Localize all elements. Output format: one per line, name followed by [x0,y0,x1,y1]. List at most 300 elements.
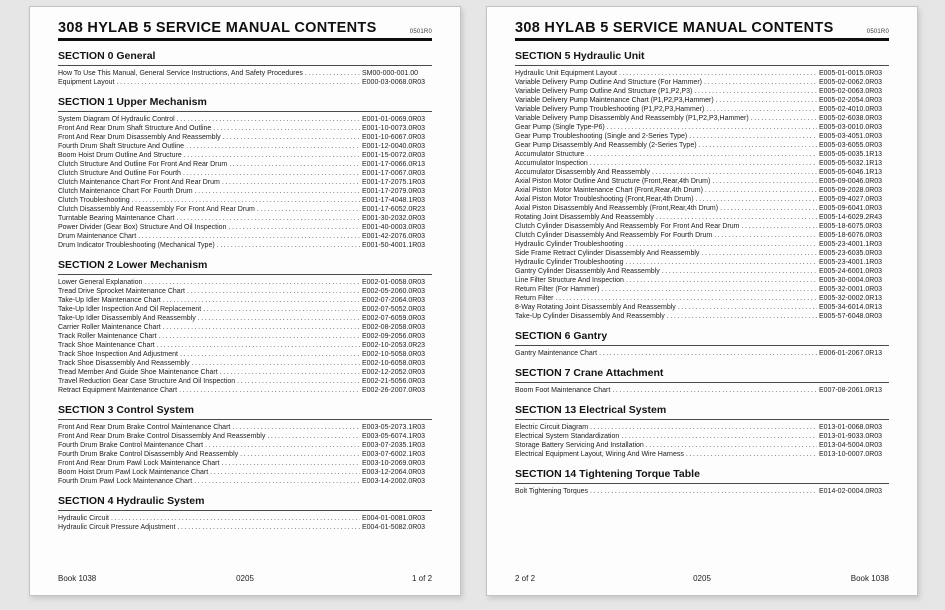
section-title: SECTION 0 General [58,50,432,66]
toc-row [515,267,889,276]
toc-row [515,78,889,87]
toc-row [58,232,432,241]
toc-row [58,78,432,87]
toc-entry-label: Clutch Structure And Outline For Front And Rear Drum [58,161,228,168]
section-entries [515,69,889,321]
dot-leader [694,87,817,96]
toc-entry-label: Gear Pump (Single Type-P6) [515,124,605,131]
toc-entry-label: Travel Reduction Gear Case Structure And Oil Inspection [58,378,236,385]
toc-row [58,514,432,523]
dot-leader [176,214,360,223]
page-content [515,50,889,496]
dot-leader [257,205,360,214]
dot-leader [590,159,817,168]
toc-entry-code: E005-09-6041.0R03 [819,205,883,212]
toc-entry-code: E000-03-0068.0R03 [362,79,426,86]
toc-entry-label: Accumulator Inspection [515,160,588,167]
toc-section [58,96,432,250]
toc-entry-label: Clutch Disassembly And Reassembly For Front And Rear Drum [58,206,255,213]
toc-row [515,258,889,267]
toc-entry-code: E001-50-4001.1R03 [362,242,426,249]
toc-entry-label: Clutch Structure And Outline For Fourth [58,170,181,177]
toc-section [58,50,432,87]
dot-leader [220,368,360,377]
toc-entry-code: E002-01-0058.0R03 [362,279,426,286]
toc-section [515,330,889,358]
toc-row [58,350,432,359]
dot-leader [163,323,360,332]
page-content [58,50,432,532]
toc-row [58,441,432,450]
section-entries [58,115,432,250]
toc-entry-code: E005-57-6048.0R03 [819,313,883,320]
section-title: SECTION 1 Upper Mechanism [58,96,432,112]
dot-leader [751,114,817,123]
dot-leader [228,223,360,232]
toc-row [58,459,432,468]
toc-entry-code: E005-14-6029.2R43 [819,214,883,221]
dot-leader [159,332,360,341]
dot-leader [619,69,817,78]
toc-entry-label: Hydraulic Circuit [58,515,109,522]
toc-row [58,296,432,305]
dot-leader [699,141,817,150]
dot-leader [184,151,360,160]
footer-left: 2 of 2 [515,574,536,583]
toc-row [58,287,432,296]
dot-leader [213,124,360,133]
dot-leader [586,150,817,159]
dot-leader [229,160,360,169]
dot-leader [116,78,360,87]
toc-row [515,276,889,285]
toc-entry-code: E005-02-0063.0R03 [819,88,883,95]
toc-section [515,50,889,321]
toc-row [515,132,889,141]
dot-leader [678,303,817,312]
dot-leader [267,432,360,441]
toc-entry-code: E002-07-5052.0R03 [362,306,426,313]
toc-entry-label: Hydraulic Circuit Pressure Adjustment [58,524,176,531]
toc-entry-label: Boom Hoist Drum Pawl Lock Maintenance Chart [58,469,209,476]
toc-entry-label: Track Roller Maintenance Chart [58,333,157,340]
dot-leader [667,312,817,321]
page-header [515,20,889,41]
toc-entry-code: E003-10-2069.0R03 [362,460,426,467]
toc-entry-label: Track Shoe Disassembly And Reassembly [58,360,190,367]
toc-entry-code: E002-05-2060.0R03 [362,288,426,295]
toc-entry-label: Front And Rear Drum Pawl Lock Maintenance Chart [58,460,220,467]
toc-row [515,105,889,114]
section-title: SECTION 13 Electrical System [515,404,889,420]
toc-entry-label: Clutch Troubleshooting [58,197,130,204]
toc-entry-code: E005-18-6076.0R03 [819,232,883,239]
toc-row [58,133,432,142]
toc-entry-label: Line Filter Structure And Inspection [515,277,624,284]
section-entries [515,423,889,459]
section-entries [515,386,889,395]
toc-entry-label: Take-Up Idler Maintenance Chart [58,297,161,304]
dot-leader [232,423,360,432]
toc-entry-label: Electrical Equipment Layout, Wiring And Wire Harness [515,451,684,458]
footer-center: 0205 [236,574,254,583]
toc-row [58,187,432,196]
dot-leader [556,294,817,303]
dot-leader [705,186,817,195]
toc-row [58,323,432,332]
toc-entry-label: Rotating Joint Disassembly And Reassembly [515,214,654,221]
toc-entry-code: E005-03-0010.0R03 [819,124,883,131]
toc-entry-code: E013-01-9033.0R03 [819,433,883,440]
toc-entry-code: E006-01-2067.0R13 [819,350,883,357]
dot-leader [183,169,360,178]
toc-row [58,205,432,214]
toc-entry-code: E013-04-5004.0R03 [819,442,883,449]
toc-row [515,294,889,303]
toc-entry-code: E004-01-5082.0R03 [362,524,426,531]
dot-leader [203,305,360,314]
page-title: 308 HYLAB 5 SERVICE MANUAL CONTENTS [58,20,377,36]
dot-leader [720,204,817,213]
dot-leader [656,213,817,222]
toc-row [58,241,432,250]
toc-row [58,142,432,151]
toc-entry-code: E005-05-0035.1R13 [819,151,883,158]
page-footer [58,574,432,583]
toc-section [515,468,889,496]
dot-leader [305,69,360,78]
toc-entry-label: Drum Indicator Troubleshooting (Mechanical Type) [58,242,215,249]
toc-entry-code: E005-23-4001.1R03 [819,241,883,248]
toc-section [515,367,889,395]
toc-entry-code: E003-07-6002.1R03 [362,451,426,458]
toc-row [515,432,889,441]
toc-row [58,169,432,178]
toc-entry-code: E005-23-6035.0R03 [819,250,883,257]
toc-row [515,150,889,159]
toc-entry-code: E003-12-2064.0R03 [362,469,426,476]
toc-entry-code: E002-10-5058.0R03 [362,351,426,358]
toc-entry-code: E001-10-0073.0R03 [362,125,426,132]
toc-row [58,278,432,287]
toc-entry-label: Boom Hoist Drum Outline And Structure [58,152,182,159]
toc-row [58,523,432,532]
toc-row [515,114,889,123]
dot-leader [689,132,817,141]
toc-entry-label: Hydraulic Cylinder Troubleshooting [515,259,624,266]
toc-entry-code: E002-08-2058.0R03 [362,324,426,331]
toc-row [58,115,432,124]
dot-leader [205,441,360,450]
toc-row [515,386,889,395]
toc-row [58,368,432,377]
toc-entry-label: Electric Circuit Diagram [515,424,589,431]
toc-row [515,441,889,450]
toc-entry-code: E002-07-2064.0R03 [362,297,426,304]
toc-row [58,341,432,350]
page-footer [515,574,889,583]
toc-entry-label: Fourth Drum Pawl Lock Maintenance Chart [58,478,193,485]
toc-row [515,195,889,204]
toc-entry-code: E005-18-6075.0R03 [819,223,883,230]
toc-entry-code: E002-10-2053.0R23 [362,342,426,349]
toc-row [515,87,889,96]
dot-leader [223,133,360,142]
toc-entry-code: E001-01-0069.0R03 [362,116,426,123]
toc-entry-label: Clutch Maintenance Chart For Fourth Drum [58,188,193,195]
toc-row [515,285,889,294]
dot-leader [646,441,817,450]
dot-leader [714,231,817,240]
toc-section [58,495,432,532]
dot-leader [590,423,817,432]
toc-entry-label: Take-Up Cylinder Disassembly And Reassembly [515,313,665,320]
toc-entry-label: Variable Delivery Pump Maintenance Chart (P1,P2,P3,Hammer) [515,97,714,104]
toc-entry-label: System Diagram Of Hydraulic Control [58,116,175,123]
toc-entry-code: E004-01-0081.0R03 [362,515,426,522]
dot-leader [198,314,360,323]
toc-entry-code: E005-09-4027.0R03 [819,196,883,203]
toc-entry-code: E005-02-2054.0R03 [819,97,883,104]
dot-leader [179,386,360,395]
toc-entry-label: Axial Piston Disassembly And Reassembly (Front,Rear,4th Drum) [515,205,719,212]
dot-leader [607,123,817,132]
toc-row [515,349,889,358]
toc-entry-code: E005-03-6055.0R03 [819,142,883,149]
toc-entry-code: E001-12-0040.0R03 [362,143,426,150]
dot-leader [177,115,360,124]
section-entries [515,349,889,358]
toc-row [58,359,432,368]
section-title: SECTION 6 Gantry [515,330,889,346]
section-entries [515,487,889,496]
toc-entry-code: E001-17-0067.0R03 [362,170,426,177]
section-title: SECTION 14 Tightening Torque Table [515,468,889,484]
dot-leader [626,240,817,249]
dot-leader [138,232,360,241]
toc-entry-label: Front And Rear Drum Brake Control Maintenance Chart [58,424,231,431]
toc-entry-label: Axial Piston Motor Outline And Structure (Front,Rear,4th Drum) [515,178,711,185]
toc-entry-label: Fourth Drum Brake Control Disassembly And Reassembly [58,451,239,458]
toc-row [58,124,432,133]
toc-entry-label: Gear Pump Troubleshooting (Single and 2-Series Type) [515,133,688,140]
toc-entry-label: Hydraulic Cylinder Troubleshooting [515,241,624,248]
toc-row [58,332,432,341]
toc-entry-label: Carrier Roller Maintenance Chart [58,324,161,331]
toc-section [515,404,889,459]
footer-center: 0205 [693,574,711,583]
toc-entry-label: Clutch Cylinder Disassembly And Reassembly For Front And Rear Drum [515,223,740,230]
toc-entry-label: Variable Delivery Pump Disassembly And Reassembly (P1,P2,P3,Hammer) [515,115,749,122]
dot-leader [712,177,817,186]
toc-entry-code: E005-02-4010.0R03 [819,106,883,113]
toc-entry-code: E003-05-6074.1R03 [362,433,426,440]
toc-row [515,96,889,105]
dot-leader [706,105,817,114]
toc-entry-label: Fourth Drum Brake Control Maintenance Chart [58,442,204,449]
section-entries [58,423,432,486]
toc-entry-code: E001-42-2076.0R03 [362,233,426,240]
dot-leader [240,450,360,459]
toc-entry-code: E005-02-0062.0R03 [819,79,883,86]
dot-leader [626,258,817,267]
toc-entry-label: Return Filter [515,295,554,302]
dot-leader [626,276,817,285]
toc-entry-label: Bolt Tightening Torques [515,488,589,495]
section-title: SECTION 3 Control System [58,404,432,420]
toc-entry-label: Gantry Cylinder Disassembly And Reassembly [515,268,660,275]
toc-entry-code: E005-05-6046.1R13 [819,169,883,176]
toc-row [58,196,432,205]
toc-entry-label: Front And Rear Drum Shaft Structure And Outline [58,125,212,132]
manual-page [486,6,918,596]
toc-entry-label: Retract Equipment Maintenance Chart [58,387,178,394]
toc-row [515,141,889,150]
toc-entry-label: Side Frame Retract Cylinder Disassembly And Reassembly [515,250,700,257]
toc-entry-label: Tread Member And Guide Shoe Maintenance Chart [58,369,218,376]
section-title: SECTION 4 Hydraulic System [58,495,432,511]
dot-leader [590,487,817,496]
toc-entry-code: E001-17-2079.0R03 [362,188,426,195]
toc-row [515,204,889,213]
toc-row [58,214,432,223]
toc-entry-label: Drum Maintenance Chart [58,233,137,240]
dot-leader [704,78,817,87]
dot-leader [186,142,360,151]
dot-leader [237,377,360,386]
toc-row [58,377,432,386]
toc-row [515,186,889,195]
toc-section [58,259,432,395]
toc-entry-code: E001-17-0066.0R13 [362,161,426,168]
toc-entry-code: E014-02-0004.0R03 [819,488,883,495]
toc-entry-label: Gantry Maintenance Chart [515,350,598,357]
toc-entry-label: Storage Battery Servicing And Installation [515,442,644,449]
toc-entry-code: E005-23-4001.1R03 [819,259,883,266]
toc-entry-code: E005-24-6001.0R03 [819,268,883,275]
toc-entry-label: Fourth Drum Shaft Structure And Outline [58,143,185,150]
dot-leader [157,341,360,350]
toc-entry-code: E001-40-0003.0R03 [362,224,426,231]
toc-entry-label: Track Shoe Inspection And Adjustment [58,351,178,358]
page-title: 308 HYLAB 5 SERVICE MANUAL CONTENTS [515,20,834,36]
toc-row [58,178,432,187]
toc-entry-code: E002-07-6059.0R03 [362,315,426,322]
toc-row [58,305,432,314]
dot-leader [195,187,360,196]
toc-entry-label: Gear Pump Disassembly And Reassembly (2-Series Type) [515,142,697,149]
dot-leader [621,432,817,441]
toc-row [515,231,889,240]
toc-entry-label: Electrical System Standardization [515,433,620,440]
section-title: SECTION 7 Crane Attachment [515,367,889,383]
dot-leader [111,514,360,523]
dot-leader [601,285,817,294]
toc-entry-code: E005-05-5032.1R13 [819,160,883,167]
toc-row [515,423,889,432]
toc-entry-code: E001-30-2032.0R03 [362,215,426,222]
toc-row [58,386,432,395]
toc-entry-code: E001-10-6067.0R03 [362,134,426,141]
toc-row [58,223,432,232]
toc-entry-code: E002-26-2007.0R03 [362,387,426,394]
toc-entry-code: E003-14-2002.0R03 [362,478,426,485]
toc-entry-code: E005-01-0015.0R03 [819,70,883,77]
toc-entry-label: Accumulator Structure [515,151,585,158]
toc-row [515,159,889,168]
toc-entry-code: E005-32-0002.0R13 [819,295,883,302]
section-title: SECTION 2 Lower Mechanism [58,259,432,275]
dot-leader [612,386,817,395]
toc-entry-code: E005-09-2028.0R03 [819,187,883,194]
toc-entry-label: Tread Drive Sprocket Maintenance Chart [58,288,185,295]
toc-row [515,487,889,496]
toc-entry-label: Return Filter (For Hammer) [515,286,600,293]
toc-entry-label: Lower General Explanation [58,279,143,286]
toc-entry-code: E001-17-6052.0R23 [362,206,426,213]
toc-entry-code: E002-10-6058.0R03 [362,360,426,367]
dot-leader [180,350,360,359]
section-entries [58,69,432,87]
toc-row [515,222,889,231]
toc-entry-code: E002-12-2052.0R03 [362,369,426,376]
toc-entry-code: E007-08-2061.0R13 [819,387,883,394]
section-entries [58,278,432,395]
toc-row [515,69,889,78]
dot-leader [221,459,360,468]
dot-leader [222,178,360,187]
toc-row [58,314,432,323]
toc-row [58,450,432,459]
toc-entry-code: E005-03-4051.0R03 [819,133,883,140]
dot-leader [192,359,360,368]
toc-entry-label: Variable Delivery Pump Troubleshooting (P1,P2,P3,Hammer) [515,106,705,113]
toc-row [515,168,889,177]
page-header [58,20,432,41]
dot-leader [662,267,817,276]
section-title: SECTION 5 Hydraulic Unit [515,50,889,66]
dot-leader [701,249,817,258]
toc-entry-label: Axial Piston Motor Maintenance Chart (Front,Rear,4th Drum) [515,187,703,194]
toc-entry-label: Axial Piston Motor Troubleshooting (Front,Rear,4th Drum) [515,196,694,203]
header-revision-code: 0501R0 [866,29,889,35]
toc-row [58,468,432,477]
toc-entry-label: Track Shoe Maintenance Chart [58,342,155,349]
toc-section [58,404,432,486]
toc-entry-label: Boom Foot Maintenance Chart [515,387,611,394]
toc-entry-code: E001-17-2075.1R03 [362,179,426,186]
toc-entry-label: Clutch Cylinder Disassembly And Reassembly For Fourth Drum [515,232,713,239]
toc-entry-label: Power Divider (Gear Box) Structure And Oil Inspection [58,224,227,231]
toc-row [58,151,432,160]
dot-leader [194,477,360,486]
toc-entry-code: E013-10-0007.0R03 [819,451,883,458]
toc-row [58,423,432,432]
toc-entry-label: Accumulator Disassembly And Reassembly [515,169,650,176]
toc-entry-label: Clutch Maintenance Chart For Front And Rear Drum [58,179,220,186]
toc-entry-label: 8-Way Rotating Joint Disassembly And Reassembly [515,304,676,311]
toc-entry-label: How To Use This Manual, General Service Instructions, And Safety Procedures [58,70,303,77]
header-revision-code: 0501R0 [409,29,432,35]
toc-entry-code: E003-07-2035.1R03 [362,442,426,449]
toc-row [58,432,432,441]
dot-leader [132,196,360,205]
dot-leader [716,96,817,105]
manual-page [29,6,461,596]
toc-row [515,123,889,132]
footer-left: Book 1038 [58,574,97,583]
toc-row [515,312,889,321]
